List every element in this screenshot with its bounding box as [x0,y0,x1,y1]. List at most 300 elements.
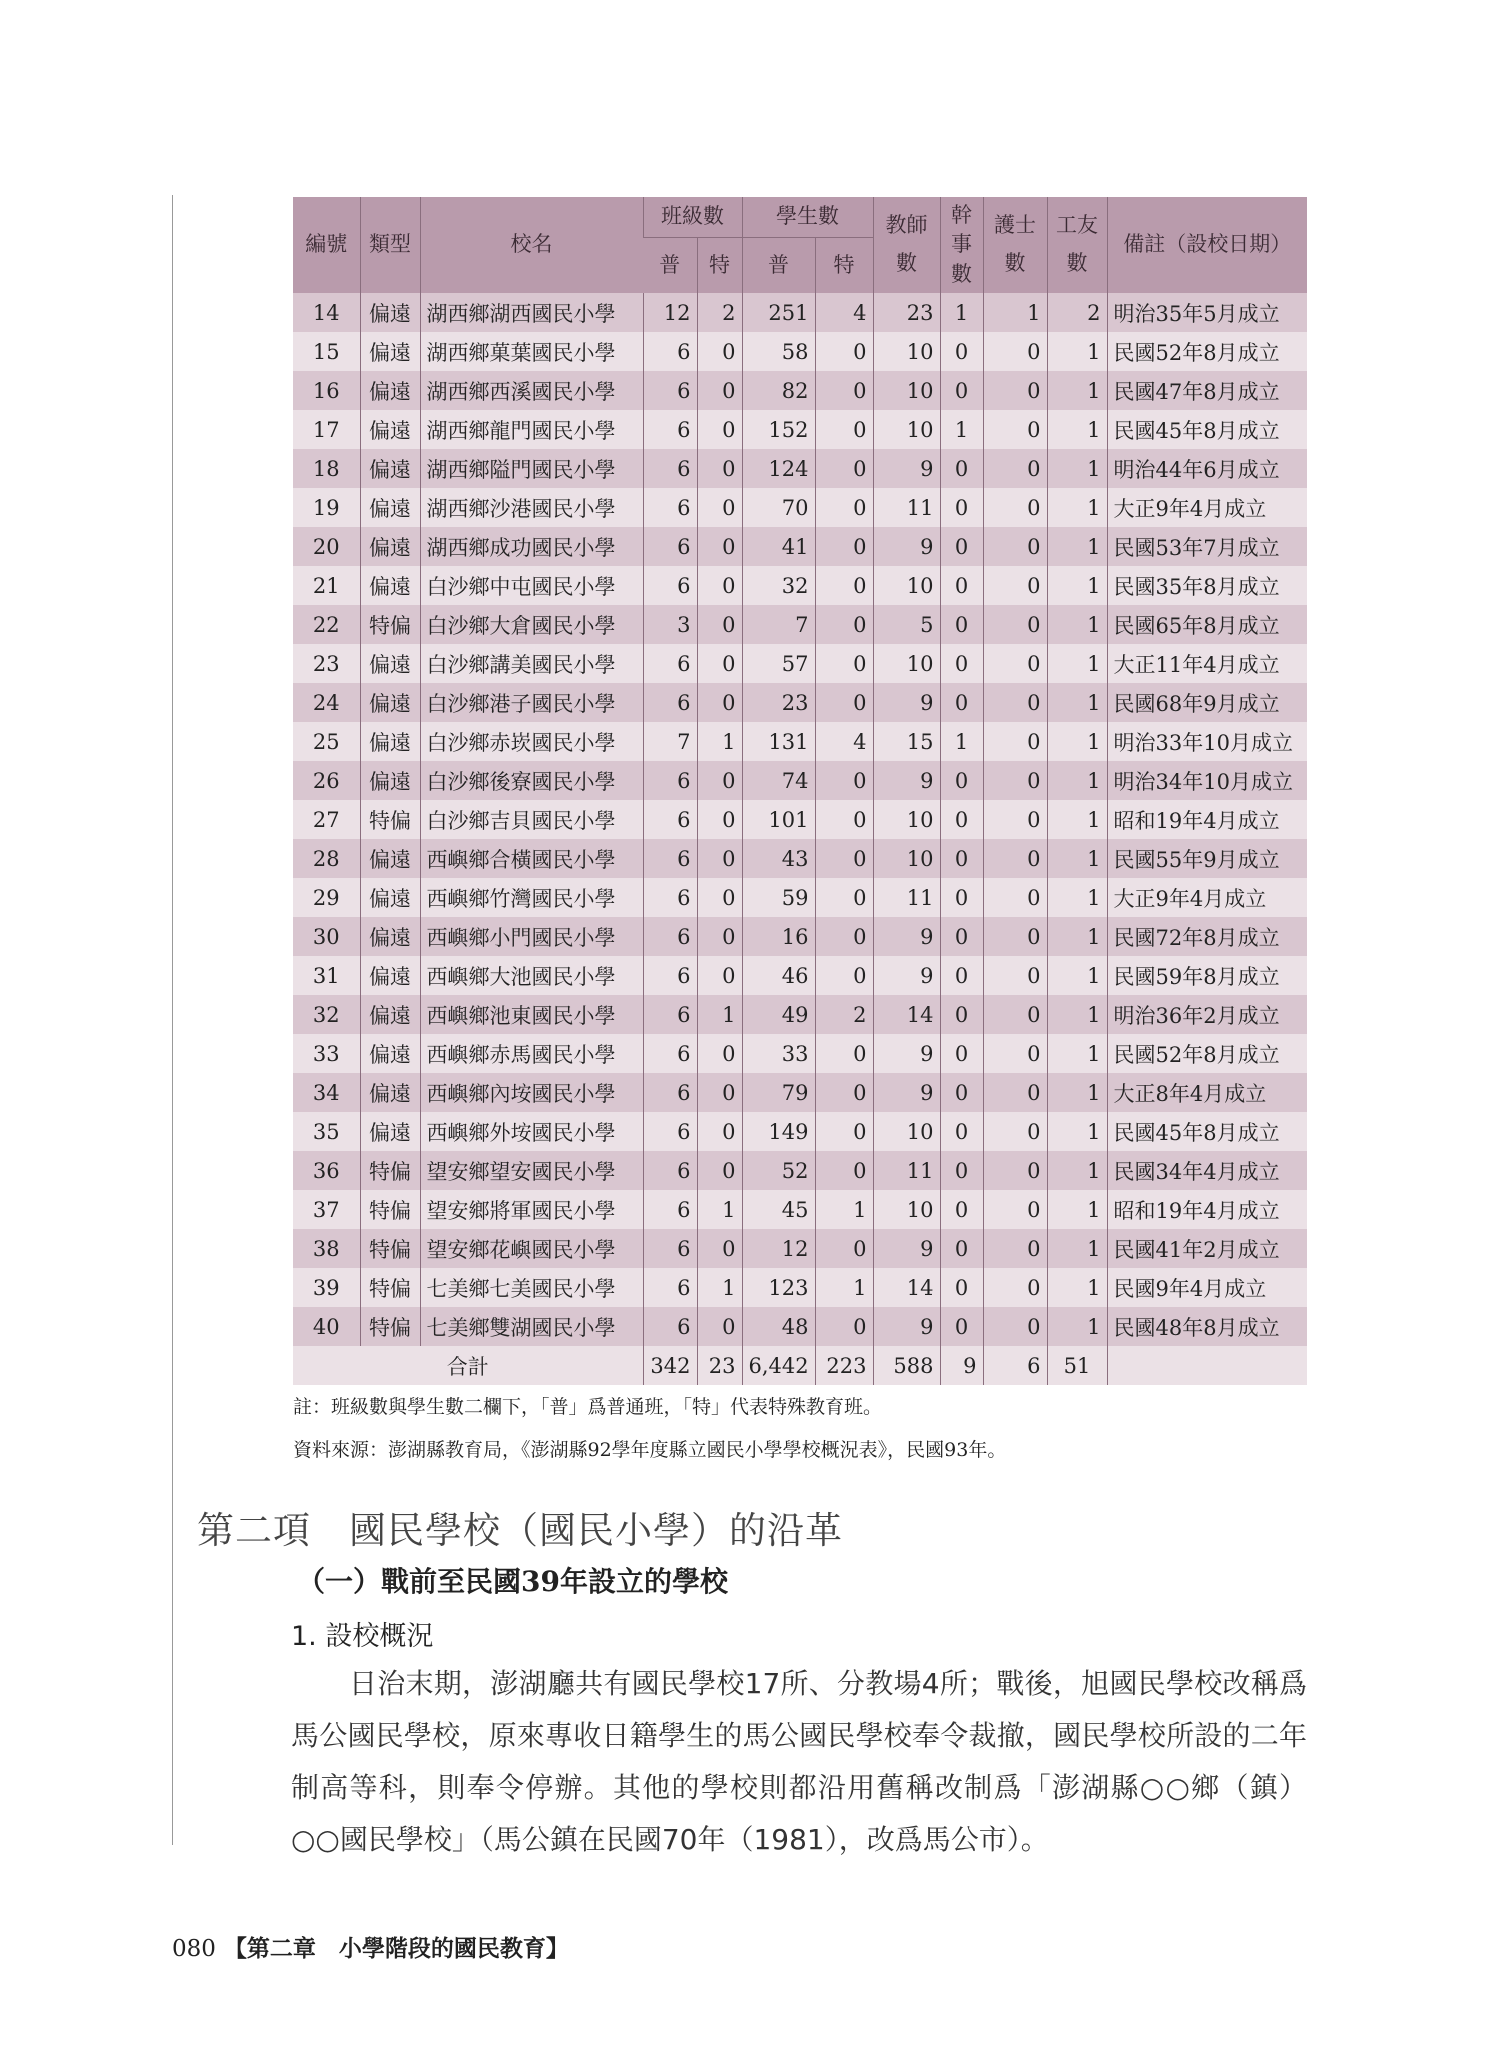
cell-clerks: 0 [940,566,983,605]
cell-name: 湖西鄉湖西國民小學 [420,293,643,332]
cell-no: 38 [293,1229,360,1268]
cell-classes-special: 0 [697,917,742,956]
cell-no: 21 [293,566,360,605]
cell-students-regular: 16 [742,917,815,956]
cell-teachers: 10 [873,839,940,878]
cell-remark: 民國48年8月成立 [1107,1307,1307,1346]
cell-students-special: 0 [815,839,873,878]
cell-nurses: 0 [983,1229,1047,1268]
cell-classes-special: 0 [697,488,742,527]
cell-clerks: 0 [940,878,983,917]
cell-classes-special: 0 [697,956,742,995]
cell-no: 18 [293,449,360,488]
table-row [293,995,1307,1034]
cell-no: 39 [293,1268,360,1307]
cell-remark: 民國9年4月成立 [1107,1268,1307,1307]
cell-clerks: 0 [940,488,983,527]
header-students-regular: 普 [742,238,815,294]
cell-clerks: 0 [940,1229,983,1268]
cell-nurses: 0 [983,1151,1047,1190]
cell-remark: 民國65年8月成立 [1107,605,1307,644]
header-no: 編號 [293,197,360,293]
cell-name: 西嶼鄉赤馬國民小學 [420,1034,643,1073]
table-row [293,1307,1307,1346]
cell-teachers: 9 [873,917,940,956]
cell-type: 偏遠 [360,1112,420,1151]
cell-nurses: 0 [983,410,1047,449]
cell-name: 望安鄉望安國民小學 [420,1151,643,1190]
cell-type: 特偏 [360,1229,420,1268]
header-teachers-label: 教師數 [885,213,928,275]
cell-classes-regular: 6 [643,878,697,917]
cell-clerks: 0 [940,1151,983,1190]
cell-classes-regular: 6 [643,1229,697,1268]
body-paragraph: 日治末期，澎湖廳共有國民學校17所、分教場4所；戰後，旭國民學校改稱爲馬公國民學校，原來專收日籍學生的馬公國民學校奉令裁撤，國民學校所設的二年制高等科，則奉令停辦。其他的學校則都沿用舊稱改制爲「澎湖縣○○鄉（鎮）○○國民學校」（馬公鎮在民國70年（1981），改爲馬公市）。 [291,1667,1307,1856]
cell-students-special: 0 [815,410,873,449]
cell-name: 白沙鄉後寮國民小學 [420,761,643,800]
cell-students-regular: 152 [742,410,815,449]
cell-teachers: 10 [873,800,940,839]
cell-students-regular: 101 [742,800,815,839]
cell-nurses: 0 [983,566,1047,605]
cell-clerks: 0 [940,956,983,995]
cell-students-regular: 43 [742,839,815,878]
cell-remark: 民國45年8月成立 [1107,1112,1307,1151]
header-type: 類型 [360,197,420,293]
table-row [293,1073,1307,1112]
cell-no: 25 [293,722,360,761]
cell-janitors: 1 [1047,1151,1107,1190]
cell-teachers: 9 [873,449,940,488]
cell-type: 偏遠 [360,761,420,800]
cell-nurses: 0 [983,527,1047,566]
cell-name: 七美鄉雙湖國民小學 [420,1307,643,1346]
table-row [293,1034,1307,1073]
cell-janitors: 1 [1047,800,1107,839]
cell-type: 偏遠 [360,917,420,956]
cell-remark: 明治44年6月成立 [1107,449,1307,488]
cell-name: 望安鄉花嶼國民小學 [420,1229,643,1268]
cell-classes-special: 0 [697,371,742,410]
cell-teachers: 10 [873,644,940,683]
cell-students-regular: 33 [742,1034,815,1073]
cell-students-special: 0 [815,956,873,995]
cell-teachers: 10 [873,1190,940,1229]
cell-clerks: 0 [940,449,983,488]
cell-classes-special: 1 [697,1190,742,1229]
cell-name: 西嶼鄉竹灣國民小學 [420,878,643,917]
table-row [293,293,1307,332]
cell-name: 西嶼鄉小門國民小學 [420,917,643,956]
cell-students-regular: 46 [742,956,815,995]
cell-janitors: 1 [1047,566,1107,605]
cell-remark: 民國68年9月成立 [1107,683,1307,722]
cell-clerks: 0 [940,1073,983,1112]
cell-remark: 明治34年10月成立 [1107,761,1307,800]
cell-remark: 明治33年10月成立 [1107,722,1307,761]
cell-teachers: 10 [873,332,940,371]
cell-students-regular: 12 [742,1229,815,1268]
cell-type: 偏遠 [360,995,420,1034]
cell-classes-regular: 6 [643,956,697,995]
cell-nurses: 0 [983,1307,1047,1346]
cell-clerks: 1 [940,410,983,449]
header-clerks-label: 幹事數 [951,202,972,286]
cell-name: 白沙鄉港子國民小學 [420,683,643,722]
cell-clerks: 0 [940,1034,983,1073]
cell-no: 28 [293,839,360,878]
table-row [293,1151,1307,1190]
cell-classes-special: 0 [697,878,742,917]
section-heading: 第二項 國民學校（國民小學）的沿革 [197,1509,843,1552]
cell-classes-regular: 6 [643,1190,697,1229]
cell-classes-regular: 6 [643,761,697,800]
table-row [293,605,1307,644]
cell-students-special: 0 [815,371,873,410]
cell-classes-regular: 6 [643,644,697,683]
cell-students-regular: 45 [742,1190,815,1229]
cell-nurses: 1 [983,293,1047,332]
cell-classes-special: 0 [697,605,742,644]
cell-students-special: 0 [815,332,873,371]
cell-no: 20 [293,527,360,566]
table-row [293,488,1307,527]
cell-students-regular: 124 [742,449,815,488]
cell-janitors: 1 [1047,1268,1107,1307]
cell-no: 34 [293,1073,360,1112]
cell-name: 白沙鄉吉貝國民小學 [420,800,643,839]
cell-no: 37 [293,1190,360,1229]
table-row [293,1112,1307,1151]
cell-students-special: 0 [815,1073,873,1112]
cell-remark: 民國55年9月成立 [1107,839,1307,878]
cell-classes-regular: 6 [643,1307,697,1346]
cell-students-special: 0 [815,527,873,566]
cell-students-special: 0 [815,1151,873,1190]
cell-type: 偏遠 [360,839,420,878]
cell-teachers: 14 [873,1268,940,1307]
cell-no: 30 [293,917,360,956]
header-classes: 班級數 [643,197,742,238]
cell-students-regular: 58 [742,332,815,371]
cell-classes-special: 0 [697,1112,742,1151]
cell-nurses: 0 [983,488,1047,527]
cell-classes-special: 0 [697,1229,742,1268]
cell-classes-special: 0 [697,1151,742,1190]
cell-clerks: 0 [940,605,983,644]
cell-remark: 民國34年4月成立 [1107,1151,1307,1190]
cell-teachers: 9 [873,1229,940,1268]
cell-students-regular: 74 [742,761,815,800]
total-students-special: 223 [815,1346,873,1385]
cell-janitors: 1 [1047,332,1107,371]
table-row [293,683,1307,722]
cell-teachers: 10 [873,566,940,605]
chapter-title: 【第二章 小學階段的國民教育】 [223,1935,569,1962]
cell-students-regular: 59 [742,878,815,917]
cell-classes-special: 0 [697,761,742,800]
cell-classes-regular: 6 [643,488,697,527]
cell-no: 31 [293,956,360,995]
cell-students-special: 0 [815,1112,873,1151]
cell-classes-special: 0 [697,527,742,566]
cell-type: 偏遠 [360,566,420,605]
cell-clerks: 0 [940,644,983,683]
cell-janitors: 1 [1047,1307,1107,1346]
cell-remark: 昭和19年4月成立 [1107,800,1307,839]
cell-no: 32 [293,995,360,1034]
cell-remark: 大正11年4月成立 [1107,644,1307,683]
cell-teachers: 9 [873,1307,940,1346]
table-row [293,1268,1307,1307]
cell-clerks: 0 [940,527,983,566]
cell-classes-special: 0 [697,644,742,683]
cell-classes-special: 0 [697,839,742,878]
cell-students-special: 0 [815,1307,873,1346]
cell-nurses: 0 [983,683,1047,722]
cell-teachers: 11 [873,1151,940,1190]
total-remark [1107,1346,1307,1385]
table-body [293,293,1307,1385]
header-janitors-label: 工友數 [1056,213,1098,275]
page-number: 080 [172,1936,216,1962]
cell-students-regular: 49 [742,995,815,1034]
cell-nurses: 0 [983,761,1047,800]
cell-classes-special: 0 [697,1307,742,1346]
cell-no: 40 [293,1307,360,1346]
cell-name: 湖西鄉龍門國民小學 [420,410,643,449]
cell-type: 偏遠 [360,293,420,332]
cell-teachers: 9 [873,1073,940,1112]
cell-type: 偏遠 [360,722,420,761]
cell-no: 14 [293,293,360,332]
total-clerks: 9 [940,1346,983,1385]
cell-classes-special: 1 [697,1268,742,1307]
cell-clerks: 0 [940,683,983,722]
cell-janitors: 1 [1047,449,1107,488]
cell-janitors: 1 [1047,956,1107,995]
cell-teachers: 11 [873,878,940,917]
cell-name: 望安鄉將軍國民小學 [420,1190,643,1229]
cell-remark: 民國72年8月成立 [1107,917,1307,956]
cell-teachers: 9 [873,527,940,566]
cell-type: 偏遠 [360,332,420,371]
cell-students-regular: 70 [742,488,815,527]
cell-clerks: 0 [940,332,983,371]
cell-teachers: 9 [873,683,940,722]
cell-no: 15 [293,332,360,371]
cell-type: 特偏 [360,1190,420,1229]
cell-no: 16 [293,371,360,410]
cell-clerks: 0 [940,761,983,800]
header-teachers [873,197,940,293]
cell-name: 白沙鄉赤崁國民小學 [420,722,643,761]
cell-classes-special: 2 [697,293,742,332]
table-row [293,839,1307,878]
total-row [293,1346,1307,1385]
cell-nurses: 0 [983,878,1047,917]
header-nurses-label: 護士數 [994,213,1036,275]
cell-nurses: 0 [983,839,1047,878]
cell-janitors: 1 [1047,1229,1107,1268]
cell-students-regular: 23 [742,683,815,722]
cell-students-special: 1 [815,1190,873,1229]
cell-clerks: 0 [940,1268,983,1307]
cell-classes-regular: 6 [643,410,697,449]
cell-nurses: 0 [983,917,1047,956]
cell-students-regular: 123 [742,1268,815,1307]
header-students: 學生數 [742,197,873,238]
margin-rule [172,195,173,1845]
cell-students-special: 4 [815,722,873,761]
cell-no: 22 [293,605,360,644]
cell-students-special: 0 [815,683,873,722]
cell-no: 19 [293,488,360,527]
cell-teachers: 9 [873,1034,940,1073]
cell-janitors: 1 [1047,1190,1107,1229]
cell-name: 西嶼鄉外垵國民小學 [420,1112,643,1151]
cell-nurses: 0 [983,332,1047,371]
table-row [293,956,1307,995]
cell-students-regular: 57 [742,644,815,683]
cell-type: 偏遠 [360,683,420,722]
cell-students-regular: 7 [742,605,815,644]
cell-janitors: 1 [1047,917,1107,956]
cell-classes-regular: 6 [643,449,697,488]
cell-name: 白沙鄉大倉國民小學 [420,605,643,644]
cell-type: 特偏 [360,1151,420,1190]
table-row [293,800,1307,839]
header-students-special: 特 [815,238,873,294]
cell-classes-special: 0 [697,1073,742,1112]
cell-teachers: 10 [873,371,940,410]
total-classes-regular: 342 [643,1346,697,1385]
cell-classes-regular: 6 [643,1268,697,1307]
cell-classes-special: 0 [697,332,742,371]
cell-remark: 昭和19年4月成立 [1107,1190,1307,1229]
cell-janitors: 1 [1047,644,1107,683]
cell-nurses: 0 [983,371,1047,410]
cell-classes-regular: 6 [643,566,697,605]
cell-name: 湖西鄉隘門國民小學 [420,449,643,488]
header-janitors [1047,197,1107,293]
cell-janitors: 1 [1047,605,1107,644]
cell-remark: 民國52年8月成立 [1107,1034,1307,1073]
cell-teachers: 15 [873,722,940,761]
cell-type: 偏遠 [360,527,420,566]
cell-students-special: 2 [815,995,873,1034]
cell-type: 特偏 [360,605,420,644]
cell-remark: 民國59年8月成立 [1107,956,1307,995]
table-row [293,1190,1307,1229]
cell-name: 湖西鄉成功國民小學 [420,527,643,566]
cell-classes-special: 0 [697,1034,742,1073]
table-row [293,566,1307,605]
cell-classes-special: 0 [697,683,742,722]
cell-janitors: 1 [1047,488,1107,527]
cell-students-special: 0 [815,1229,873,1268]
header-name: 校名 [420,197,643,293]
cell-teachers: 11 [873,488,940,527]
cell-name: 西嶼鄉池東國民小學 [420,995,643,1034]
cell-remark: 民國35年8月成立 [1107,566,1307,605]
cell-students-special: 0 [815,488,873,527]
cell-janitors: 1 [1047,1034,1107,1073]
cell-nurses: 0 [983,1073,1047,1112]
cell-janitors: 1 [1047,371,1107,410]
cell-clerks: 0 [940,1307,983,1346]
cell-remark: 大正9年4月成立 [1107,878,1307,917]
page-footer [172,1930,569,1963]
cell-clerks: 0 [940,917,983,956]
cell-no: 26 [293,761,360,800]
cell-students-regular: 52 [742,1151,815,1190]
cell-students-special: 0 [815,566,873,605]
cell-janitors: 1 [1047,1112,1107,1151]
cell-teachers: 10 [873,1112,940,1151]
total-teachers: 588 [873,1346,940,1385]
cell-janitors: 1 [1047,1073,1107,1112]
item-heading: 1. 設校概況 [291,1621,434,1652]
cell-students-special: 0 [815,761,873,800]
cell-remark: 民國52年8月成立 [1107,332,1307,371]
cell-classes-regular: 6 [643,839,697,878]
cell-nurses: 0 [983,644,1047,683]
schools-table [293,197,1307,1385]
cell-name: 湖西鄉菓葉國民小學 [420,332,643,371]
table-row [293,527,1307,566]
cell-clerks: 1 [940,293,983,332]
cell-students-special: 0 [815,878,873,917]
total-janitors: 51 [1047,1346,1107,1385]
cell-students-special: 0 [815,917,873,956]
cell-clerks: 1 [940,722,983,761]
cell-remark: 明治35年5月成立 [1107,293,1307,332]
cell-nurses: 0 [983,722,1047,761]
cell-classes-regular: 6 [643,527,697,566]
cell-janitors: 1 [1047,683,1107,722]
table-row [293,332,1307,371]
cell-students-special: 0 [815,1034,873,1073]
header-remark: 備註（設校日期） [1107,197,1307,293]
cell-no: 17 [293,410,360,449]
cell-clerks: 0 [940,1112,983,1151]
cell-nurses: 0 [983,1268,1047,1307]
cell-janitors: 1 [1047,878,1107,917]
cell-clerks: 0 [940,800,983,839]
cell-name: 白沙鄉中屯國民小學 [420,566,643,605]
cell-nurses: 0 [983,800,1047,839]
table-note: 註：班級數與學生數二欄下，「普」爲普通班，「特」代表特殊教育班。 [293,1396,883,1418]
cell-students-special: 1 [815,1268,873,1307]
cell-type: 特偏 [360,1268,420,1307]
header-clerks [940,197,983,293]
cell-no: 33 [293,1034,360,1073]
cell-students-special: 0 [815,800,873,839]
table-row [293,644,1307,683]
cell-students-regular: 149 [742,1112,815,1151]
table-row [293,917,1307,956]
total-students-regular: 6,442 [742,1346,815,1385]
cell-remark: 民國53年7月成立 [1107,527,1307,566]
cell-name: 白沙鄉講美國民小學 [420,644,643,683]
cell-type: 偏遠 [360,410,420,449]
cell-teachers: 9 [873,761,940,800]
total-nurses: 6 [983,1346,1047,1385]
cell-remark: 明治36年2月成立 [1107,995,1307,1034]
cell-clerks: 0 [940,1190,983,1229]
cell-clerks: 0 [940,839,983,878]
